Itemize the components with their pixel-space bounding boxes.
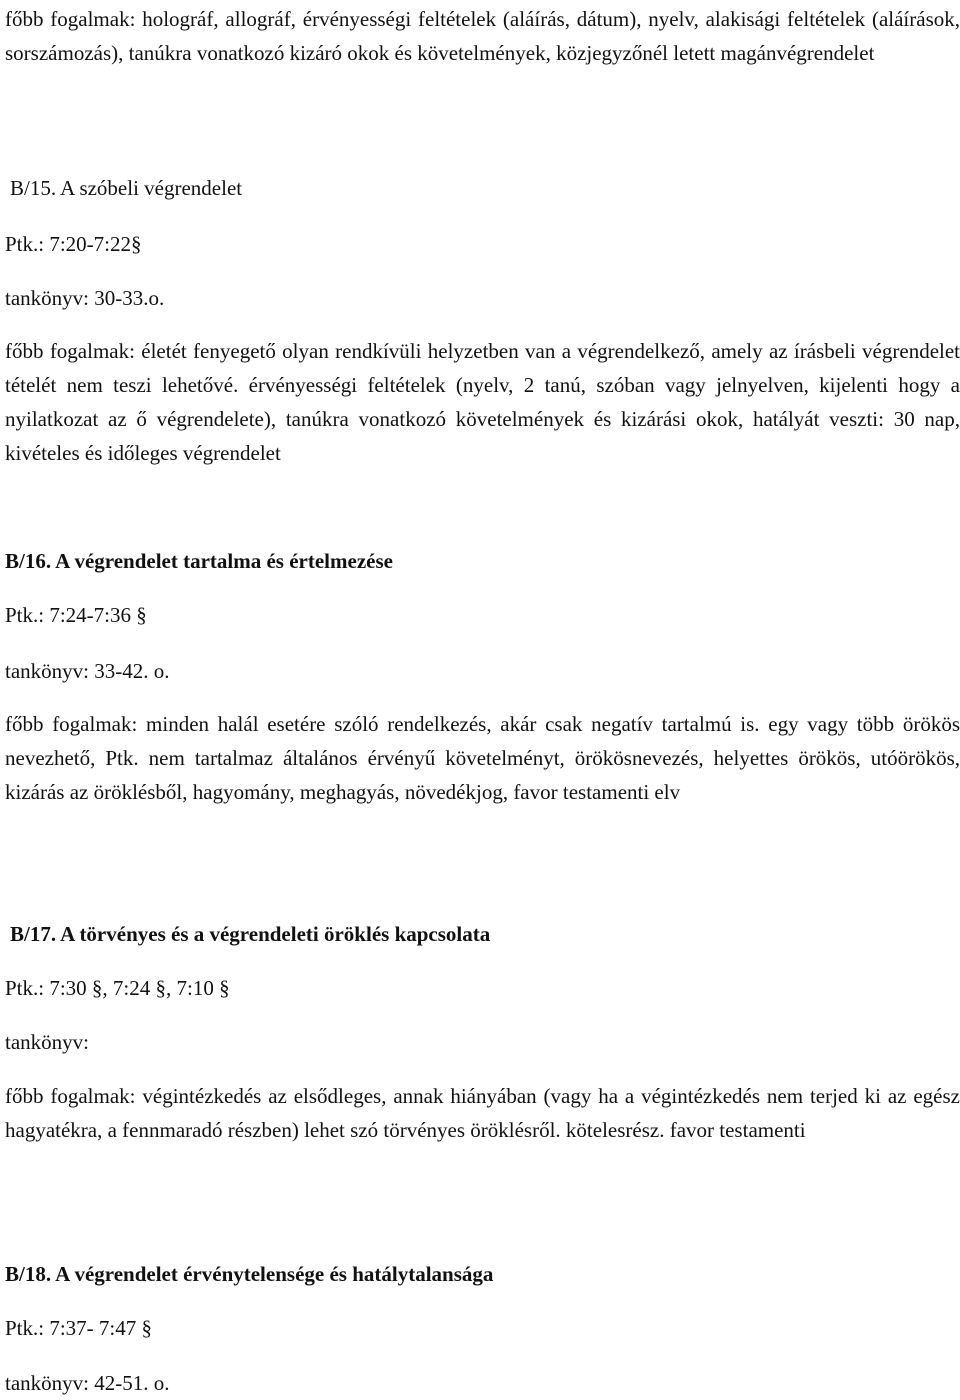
intro-fogalmak: főbb fogalmak: holográf, allográf, érvényességi feltételek (aláírás, dátum), nyelv, alakisági feltételek (aláírások, sorszámozás), tanúkra vonatkozó kizáró okok és követelmények, közjegyzőnél letett magánvégrendelet bbox=[5, 7, 960, 65]
section-b16 bbox=[5, 544, 960, 578]
section-b15-ptk bbox=[5, 227, 960, 261]
section-b18-tankonyv bbox=[5, 1366, 960, 1400]
intro-block bbox=[5, 2, 960, 70]
section-heading: B/16. A végrendelet tartalma és értelmezése bbox=[5, 549, 393, 573]
section-b18 bbox=[5, 1257, 960, 1291]
section-b17-fogalmak bbox=[5, 1079, 960, 1147]
section-b15-tankonyv bbox=[5, 281, 960, 315]
section-b18-ptk bbox=[5, 1311, 960, 1345]
section-heading: B/15. A szóbeli végrendelet bbox=[10, 176, 243, 200]
tankonyv-reference: tankönyv: 33-42. o. bbox=[5, 659, 170, 683]
fogalmak-text: főbb fogalmak: minden halál esetére szóló rendelkezés, akár csak negatív tartalmú is. egy vagy több örökös nevezhető, Ptk. nem tartalmaz általános érvényű követelményt, örökösnevezés, helyettes örökös, utóörökös, kizárás az öröklésből, hagyomány, meghagyás, növedékjog, favor testamenti elv bbox=[5, 712, 960, 804]
ptk-reference: Ptk.: 7:24-7:36 § bbox=[5, 603, 147, 627]
ptk-reference: Ptk.: 7:30 §, 7:24 §, 7:10 § bbox=[5, 976, 230, 1000]
tankonyv-reference: tankönyv: 42-51. o. bbox=[5, 1371, 170, 1395]
tankonyv-reference: tankönyv: bbox=[5, 1030, 89, 1054]
fogalmak-text: főbb fogalmak: végintézkedés az elsődleges, annak hiányában (vagy ha a végintézkedés nem terjed ki az egész hagyatékra, a fennmaradó részben) lehet szó törvényes öröklésről. kötelesrész. favor testamenti bbox=[5, 1084, 960, 1142]
section-b17 bbox=[10, 917, 960, 951]
tankonyv-reference: tankönyv: 30-33.o. bbox=[5, 286, 165, 310]
section-b16-fogalmak bbox=[5, 707, 960, 809]
section-heading: B/17. A törvényes és a végrendeleti öröklés kapcsolata bbox=[10, 922, 491, 946]
section-b17-tankonyv bbox=[5, 1025, 960, 1059]
section-b16-tankonyv bbox=[5, 654, 960, 688]
section-b16-ptk bbox=[5, 598, 960, 632]
section-heading: B/18. A végrendelet érvénytelensége és hatálytalansága bbox=[5, 1262, 494, 1286]
section-b15 bbox=[10, 171, 960, 205]
fogalmak-text: főbb fogalmak: életét fenyegető olyan rendkívüli helyzetben van a végrendelkező, amely az írásbeli végrendelet tételét nem teszi lehetővé. érvényességi feltételek (nyelv, 2 tanú, szóban vagy jelnyelven, kijelenti hogy a nyilatkozat az ő végrendelete), tanúkra vonatkozó követelmények és kizárási okok, hatályát veszti: 30 nap, kivételes és időleges végrendelet bbox=[5, 339, 960, 465]
ptk-reference: Ptk.: 7:20-7:22§ bbox=[5, 232, 142, 256]
section-b15-fogalmak bbox=[5, 334, 960, 470]
section-b17-ptk bbox=[5, 971, 960, 1005]
ptk-reference: Ptk.: 7:37- 7:47 § bbox=[5, 1316, 153, 1340]
